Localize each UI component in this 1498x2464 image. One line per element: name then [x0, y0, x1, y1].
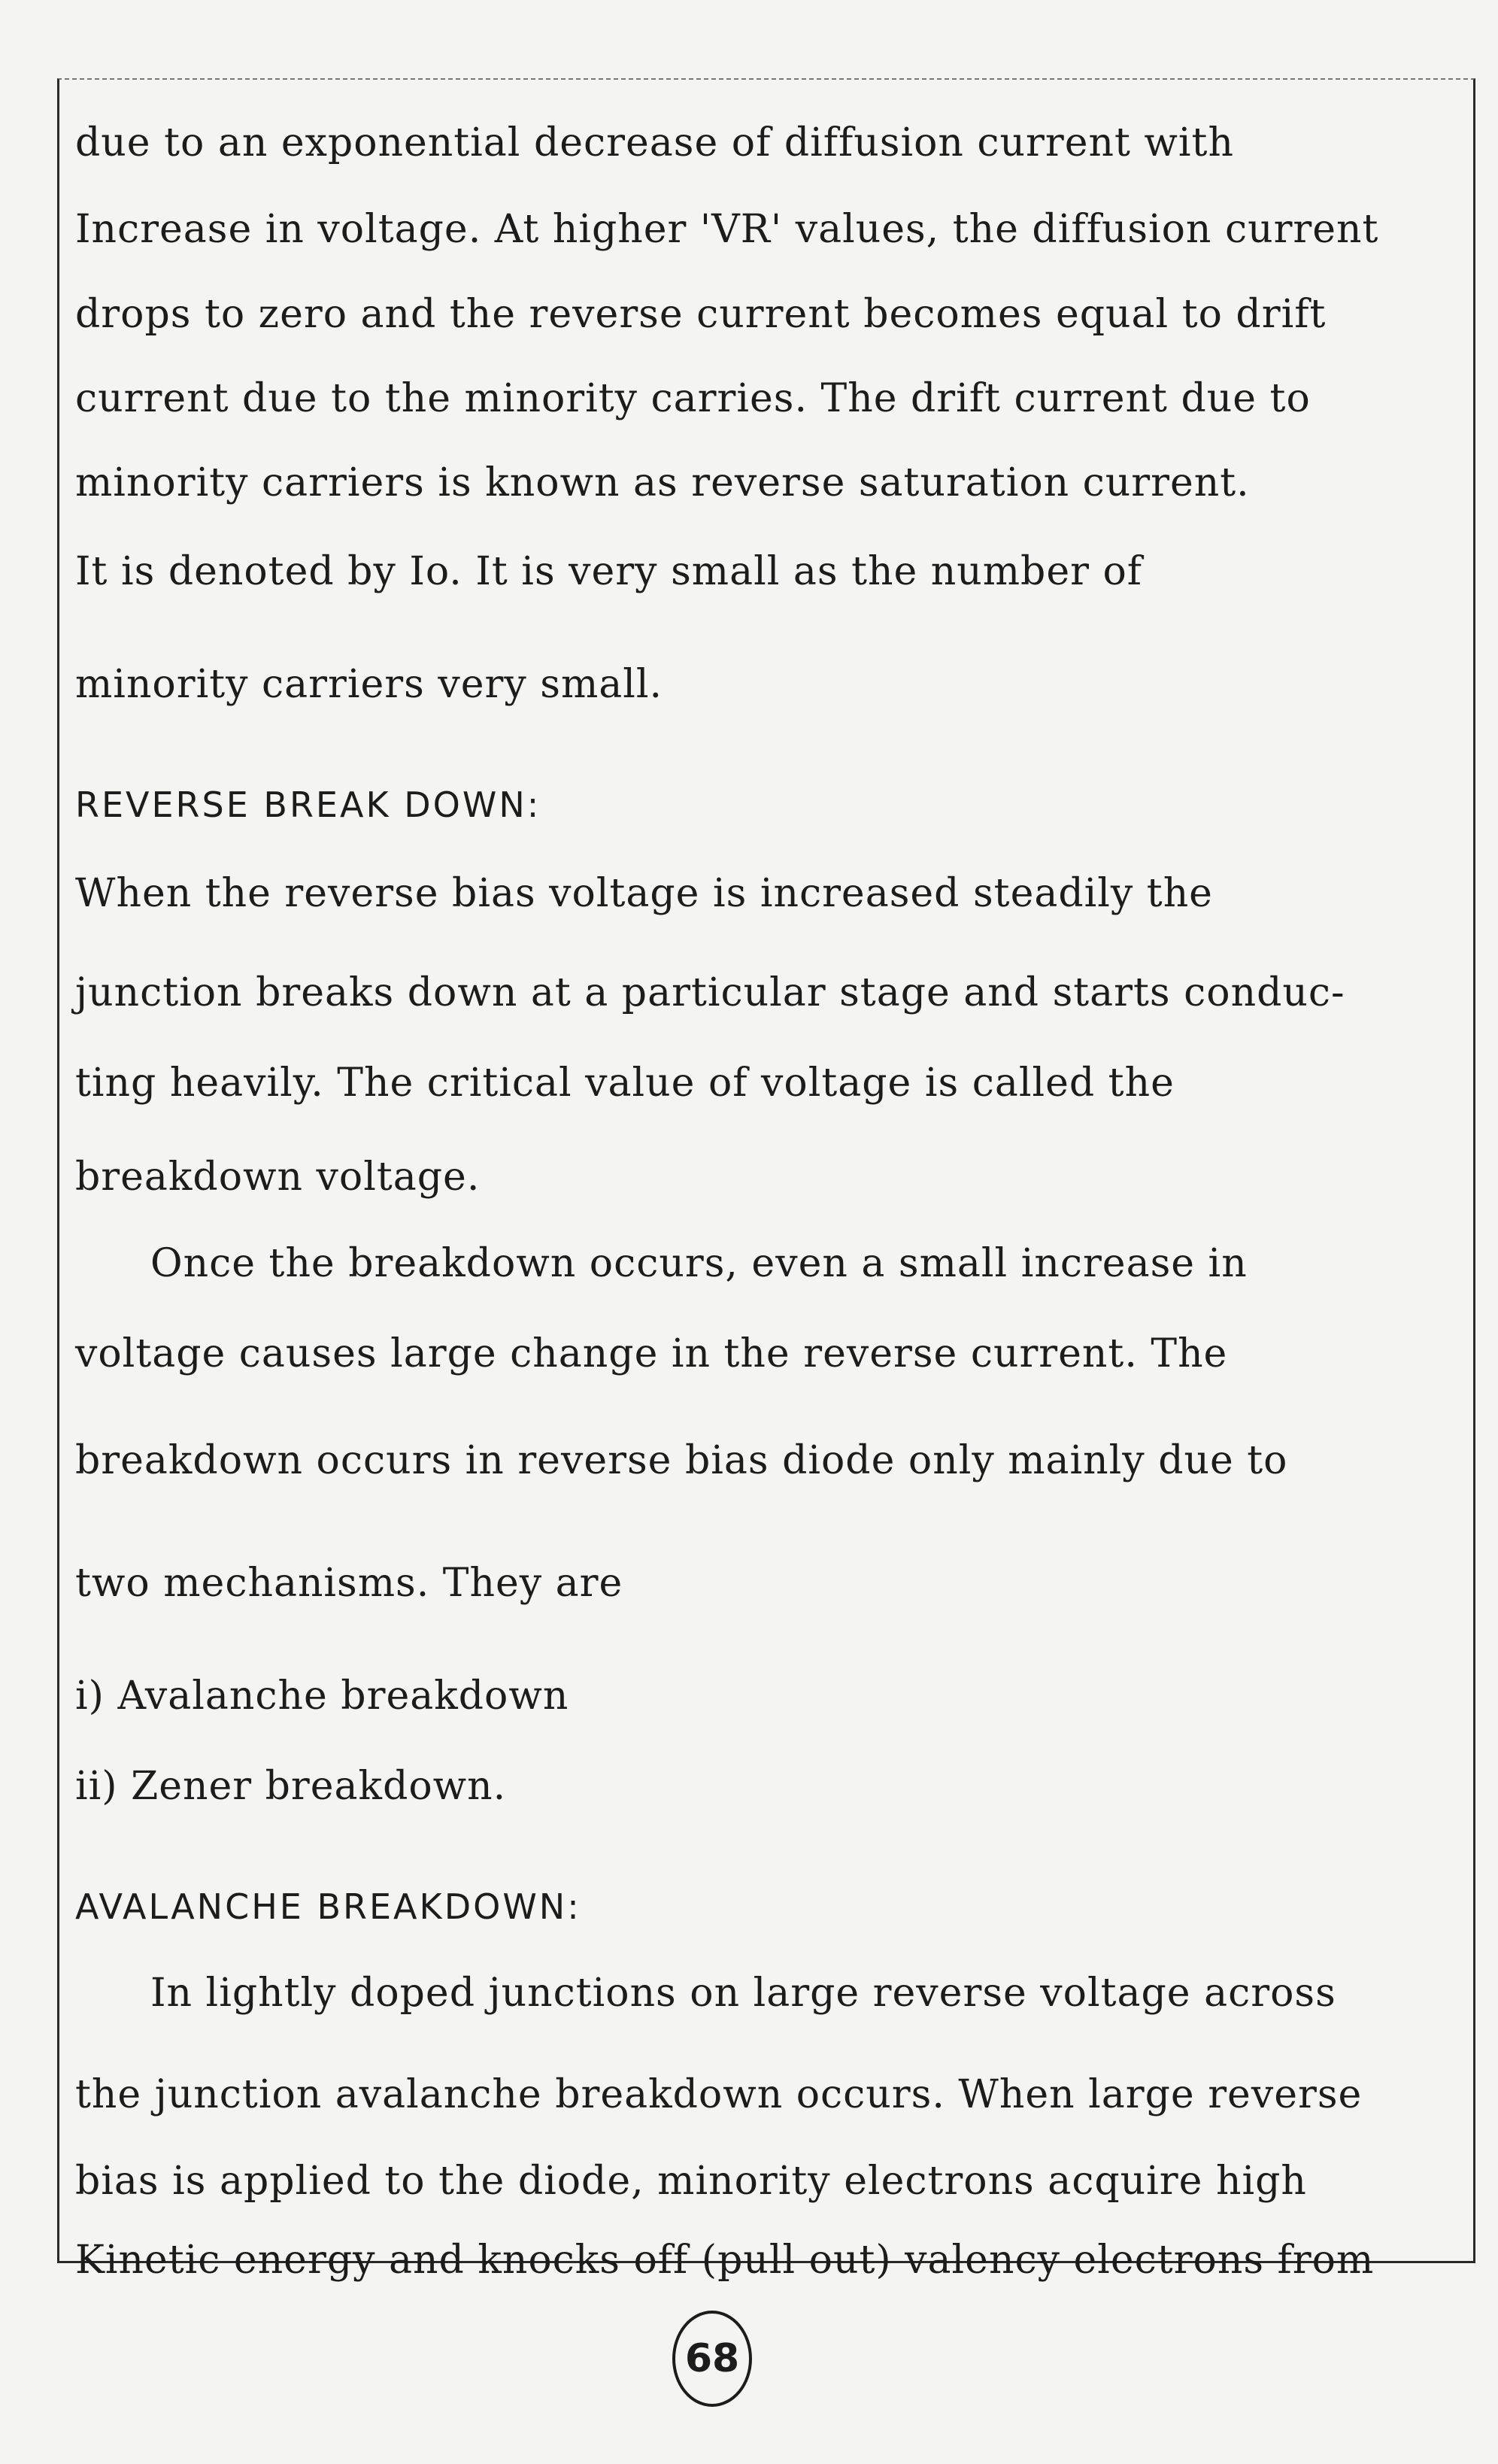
list-item: i) Avalanche breakdown	[75, 1674, 569, 1719]
text-line: Once the breakdown occurs, even a small increase in	[150, 1241, 1248, 1286]
text-line: ting heavily. The critical value of voltage is called the	[75, 1061, 1175, 1106]
section-heading-reverse-breakdown: REVERSE BREAK DOWN:	[75, 784, 541, 825]
section-heading-avalanche-breakdown: AVALANCHE BREAKDOWN:	[75, 1886, 581, 1927]
text-line: two mechanisms. They are	[75, 1561, 623, 1606]
text-line: bias is applied to the diode, minority electrons acquire high	[75, 2159, 1307, 2204]
text-line: minority carriers is known as reverse saturation current.	[75, 460, 1250, 505]
text-line: minority carriers very small.	[75, 662, 663, 707]
page-number: 68	[672, 2311, 752, 2407]
text-line: due to an exponential decrease of diffusion current with	[75, 120, 1234, 165]
list-item: ii) Zener breakdown.	[75, 1764, 507, 1809]
text-line: breakdown voltage.	[75, 1155, 481, 1200]
text-line: It is denoted by Io. It is very small as the number of	[75, 549, 1143, 594]
text-line: Increase in voltage. At higher 'VR' values, the diffusion current	[75, 207, 1379, 252]
text-line: current due to the minority carries. The drift current due to	[75, 376, 1311, 421]
text-line: breakdown occurs in reverse bias diode only mainly due to	[75, 1438, 1288, 1483]
text-line: the junction avalanche breakdown occurs. When large reverse	[75, 2072, 1363, 2117]
text-line: junction breaks down at a particular stage and starts conduc-	[75, 970, 1345, 1015]
text-line: In lightly doped junctions on large reverse voltage across	[150, 1971, 1336, 2016]
text-line: Kinetic energy and knocks off (pull out) valency electrons from	[75, 2238, 1375, 2283]
text-line: voltage causes large change in the reverse current. The	[75, 1331, 1228, 1376]
text-line: When the reverse bias voltage is increased steadily the	[75, 871, 1213, 916]
text-line: drops to zero and the reverse current becomes equal to drift	[75, 292, 1327, 337]
